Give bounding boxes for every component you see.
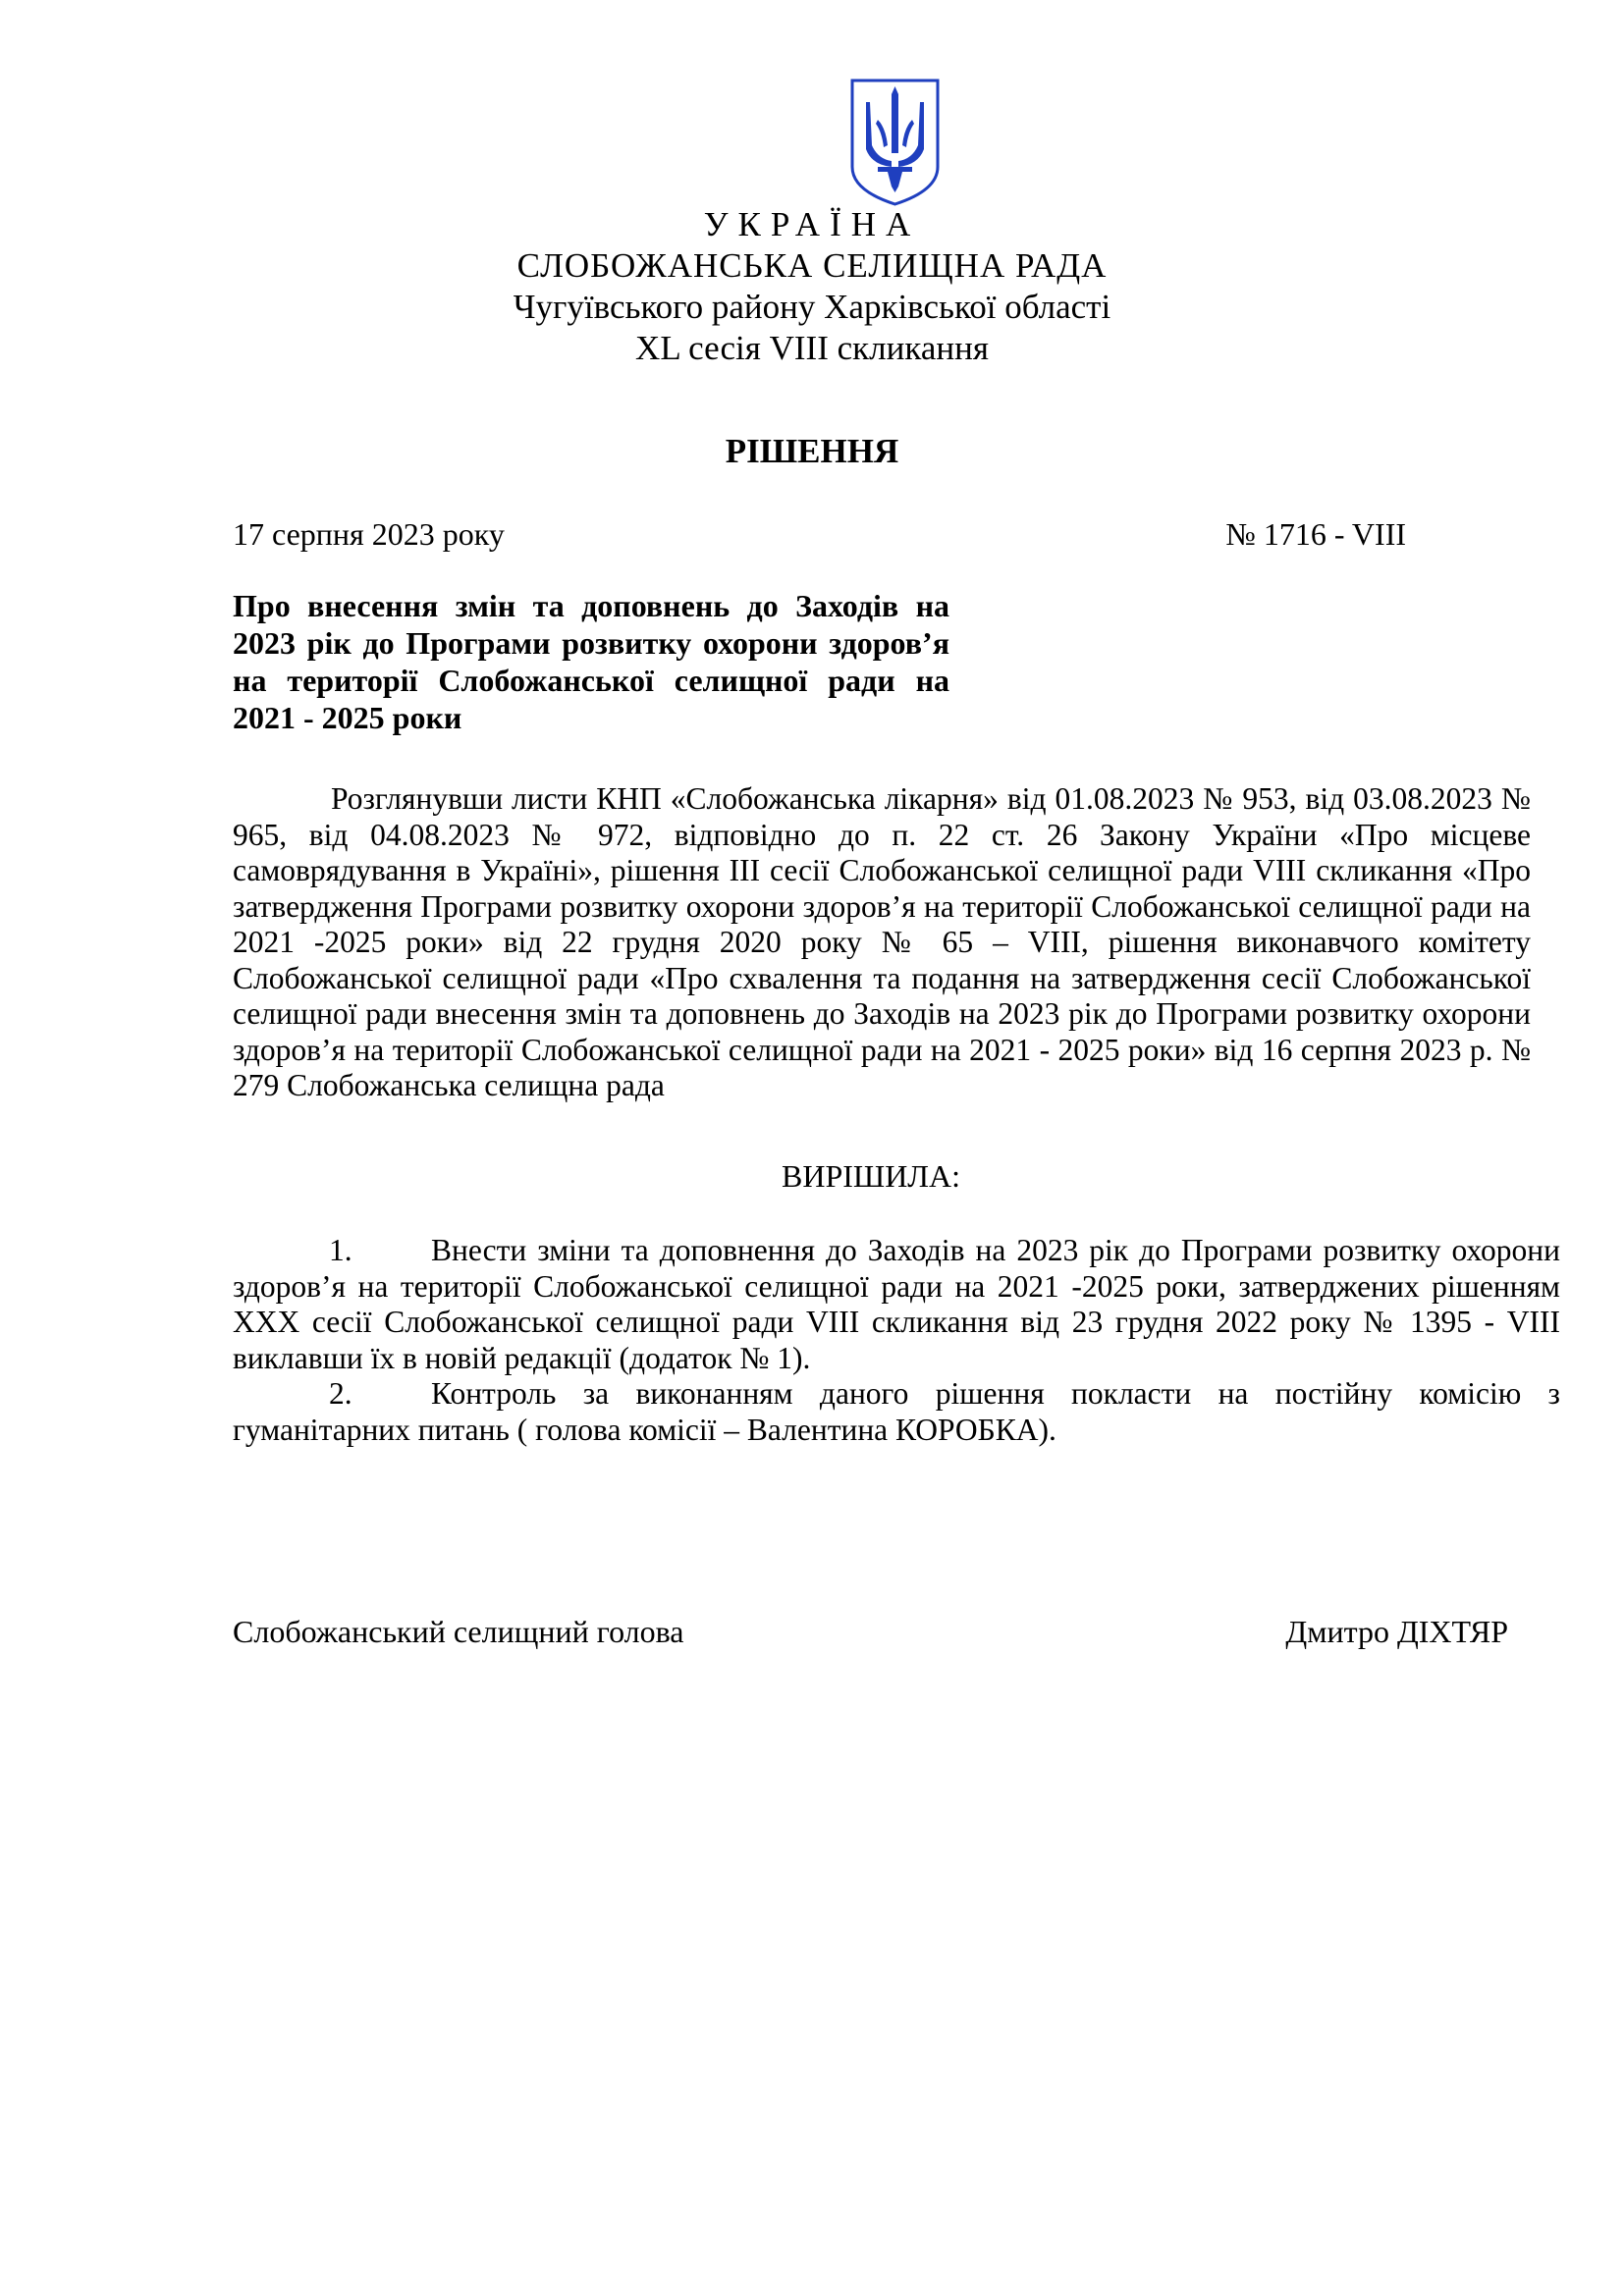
item-number: 2.: [329, 1376, 352, 1411]
document-header: [0, 204, 1624, 369]
country-name: УКРАЇНА: [703, 205, 921, 243]
decided-heading: ВИРІШИЛА:: [782, 1158, 960, 1194]
signatory-name: Дмитро ДІХТЯР: [1285, 1614, 1508, 1649]
decision-date: 17 серпня 2023 року: [233, 516, 505, 552]
decision-item-1: [233, 1233, 1560, 1376]
decision-item-2: [233, 1376, 1560, 1448]
ukraine-trident-coat-of-arms-icon: [848, 77, 942, 208]
council-name: СЛОБОЖАНСЬКА СЕЛИЩНА РАДА: [516, 246, 1108, 285]
decision-subject: Про внесення змін та доповнень до Заходів на 2023 рік до Програми розвитку охорони здоров’я на території Слобожанської селищної ради на 2021 - 2025 роки: [233, 588, 949, 735]
decision-number: № 1716 - VIII: [1225, 516, 1406, 552]
signatory-title: Слобожанський селищний голова: [233, 1614, 684, 1649]
item-text: Внести зміни та доповнення до Заходів на 2023 рік до Програми розвитку охорони здоров’я на території Слобожанської селищної ради на 2021 -2025 роки, затверджених рішенням ХХХ сесії Слобожанської селищної ради VIII скликання від 23 грудня 2022 року № 1395 - VIII виклавши їх в новій редакції (додаток № 1).: [233, 1233, 1560, 1375]
district-name: Чугуївського району Харківської області: [513, 288, 1111, 326]
item-text: Контроль за виконанням даного рішення покласти на постійну комісію з гуманітарних питань ( голова комісії – Валентина КОРОБКА).: [233, 1376, 1560, 1447]
preamble-paragraph: Розглянувши листи КНП «Слобожанська лікарня» від 01.08.2023 № 953, від 03.08.2023 № 965, від 04.08.2023 № 972, відповідно до п. 22 ст. 26 Закону України «Про місцеве самоврядування в Україні», рішення ІІІ сесії Слобожанської селищної ради VIII скликання «Про затвердження Програми розвитку охорони здоров’я на території Слобожанської селищної ради на 2021 -2025 роки» від 22 грудня 2020 року № 65 – VIII, рішення виконавчого комітету Слобожанської селищної ради «Про схвалення та подання на затвердження сесії Слобожанської селищної ради внесення змін та доповнень до Заходів на 2023 рік до Програми розвитку охорони здоров’я на території Слобожанської селищної ради на 2021 - 2025 роки» від 16 серпня 2023 р. № 279 Слобожанська селищна рада: [233, 781, 1531, 1102]
session-name: XL сесія VIII скликання: [635, 329, 989, 367]
item-number: 1.: [329, 1233, 352, 1267]
document-title: РІШЕННЯ: [725, 432, 899, 470]
decision-items: [233, 1233, 1560, 1448]
